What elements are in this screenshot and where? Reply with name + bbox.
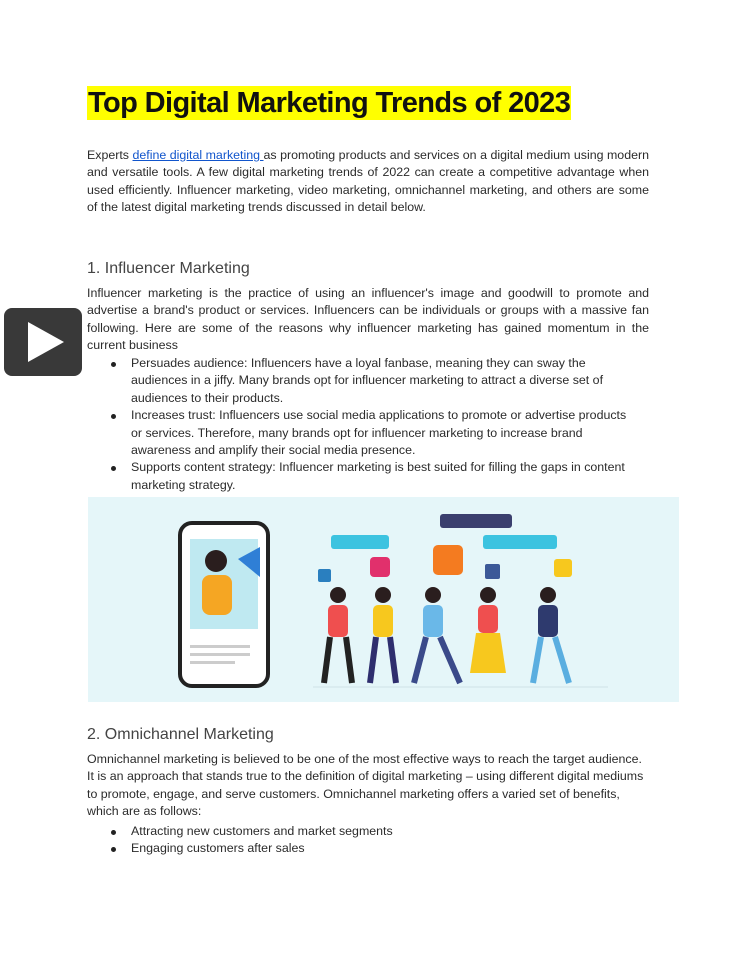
influencer-bullet-list — [87, 355, 649, 494]
list-item: Engaging customers after sales — [87, 840, 649, 857]
section-heading-omnichannel: 2. Omnichannel Marketing — [87, 726, 274, 743]
page-title: Top Digital Marketing Trends of 2023 — [88, 87, 571, 119]
intro-text-rest: as promoting products and services on a digital medium using modern and versatile tools. A few digital marketing trends of 2022 can create a competitive advantage when used efficiently. Influencer marketing, video marketing, omnichannel marketing, and others are some of the latest digital marketing trends discussed in detail below. — [87, 148, 649, 215]
list-item: Increases trust: Influencers use social media applications to promote or advertise products or services. Therefore, many brands opt for influencer marketing to increase brand awareness and amplify their social media presence. — [87, 407, 649, 459]
influencer-paragraph: Influencer marketing is the practice of using an influencer's image and goodwill to promote and advertise a brand's product or services. Influencers can be individuals or groups with a massive fan following. Here are some of the reasons why influencer marketing has gained momentum in the current business — [87, 286, 649, 353]
list-item: Attracting new customers and market segments — [87, 823, 649, 840]
play-icon — [26, 322, 66, 362]
section-heading-influencer: 1. Influencer Marketing — [87, 260, 250, 277]
intro-text: Experts — [87, 148, 133, 162]
list-item: Persuades audience: Influencers have a loyal fanbase, meaning they can sway the audiences in a jiffy. Many brands opt for influencer marketing to attract a diverse set of audiences to their products. — [87, 355, 649, 407]
intro-paragraph — [87, 147, 649, 217]
omnichannel-paragraph: Omnichannel marketing is believed to be one of the most effective ways to reach the target audience. It is an approach that stands true to the definition of digital marketing – using different digital mediums to promote, engage, and serve customers. Omnichannel marketing offers a varied set of benefits, which are as follows: — [87, 752, 644, 819]
play-video-button[interactable] — [4, 308, 82, 376]
influencer-illustration — [88, 497, 679, 702]
list-item: Supports content strategy: Influencer marketing is best suited for filling the gaps in content marketing strategy. — [87, 459, 649, 494]
omnichannel-bullet-list — [87, 823, 649, 858]
define-digital-marketing-link[interactable]: define digital marketing — [132, 148, 264, 162]
